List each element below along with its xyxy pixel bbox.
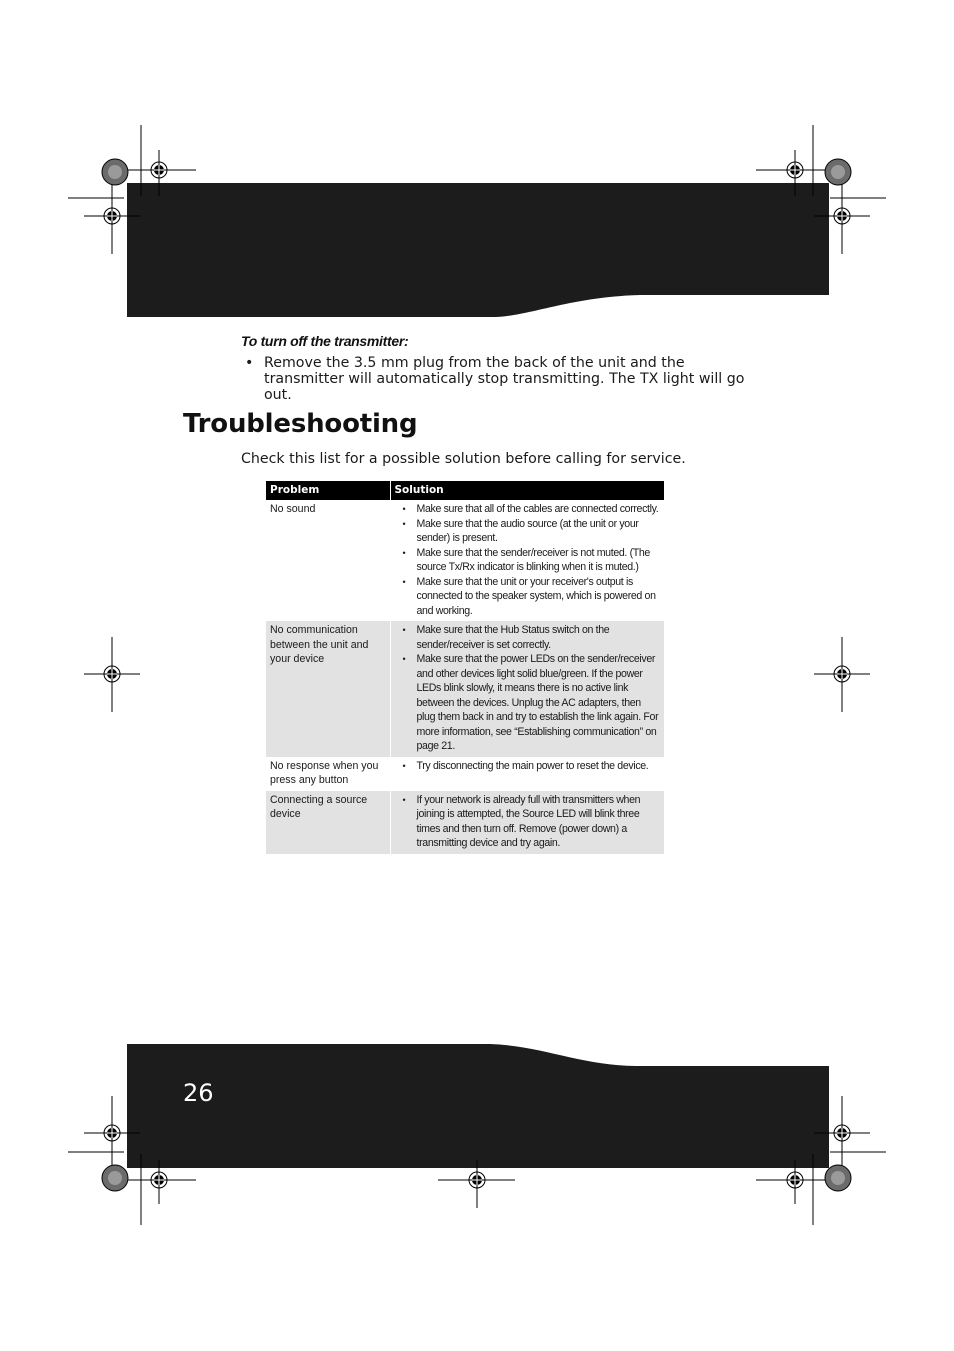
solution-list: [395, 502, 662, 618]
column-header-solution: Solution: [390, 481, 664, 500]
problem-cell: No communication between the unit and your device: [266, 621, 390, 757]
table-row: [266, 791, 664, 854]
solution-item: • If your network is already full with transmitters when joining is attempted, the Source LED will blink three times and then turn off. Remove (power down) a transmitting device and try again.: [417, 793, 662, 851]
solution-cell: [390, 621, 664, 757]
subheading: To turn off the transmitter:: [241, 333, 409, 349]
solution-item: • Try disconnecting the main power to reset the device.: [417, 759, 662, 774]
solution-item: • Make sure that the Hub Status switch on the sender/receiver is set correctly.: [417, 623, 662, 652]
solution-item: • Make sure that the audio source (at the unit or your sender) is present.: [417, 517, 662, 546]
page-number: 26: [183, 1079, 214, 1107]
problem-cell: No sound: [270, 503, 316, 515]
solution-item: • Make sure that the unit or your receiver's output is connected to the speaker system, which is powered on and working.: [417, 575, 662, 619]
table-row: [266, 621, 664, 757]
solution-item: • Make sure that the power LEDs on the sender/receiver and other devices light solid blue/green. If the power LEDs blink slowly, it means there is no active link between the devices. Unplug the AC adapters, then plug them back in and try to establish the link again. For more information, see “Establishing communication” on page 21.: [417, 652, 662, 754]
solution-item: • Make sure that all of the cables are connected correctly.: [417, 502, 662, 517]
solution-list: [395, 793, 662, 851]
solution-cell: [390, 791, 664, 854]
troubleshooting-table: [266, 481, 664, 854]
intro-bullet-text: Remove the 3.5 mm plug from the back of the unit and the transmitter will automatically stop transmitting. The TX light will go out.: [264, 355, 745, 403]
table-row: [266, 500, 664, 621]
table-row: [266, 757, 664, 791]
section-title: Troubleshooting: [183, 409, 418, 439]
intro-bullet: [245, 355, 745, 403]
table-header-row: [266, 481, 664, 500]
problem-cell: No response when you press any button: [270, 759, 379, 786]
column-header-problem: Problem: [266, 481, 390, 500]
bullet-marker: •: [245, 355, 254, 371]
intro-text: Check this list for a possible solution before calling for service.: [241, 451, 686, 467]
solution-list: [395, 623, 662, 754]
solution-list: [395, 759, 662, 774]
solution-cell: [390, 500, 664, 621]
solution-item: • Make sure that the sender/receiver is not muted. (The source Tx/Rx indicator is blinking when it is muted.): [417, 546, 662, 575]
solution-cell: [390, 757, 664, 791]
problem-cell: Connecting a source device: [266, 791, 390, 854]
